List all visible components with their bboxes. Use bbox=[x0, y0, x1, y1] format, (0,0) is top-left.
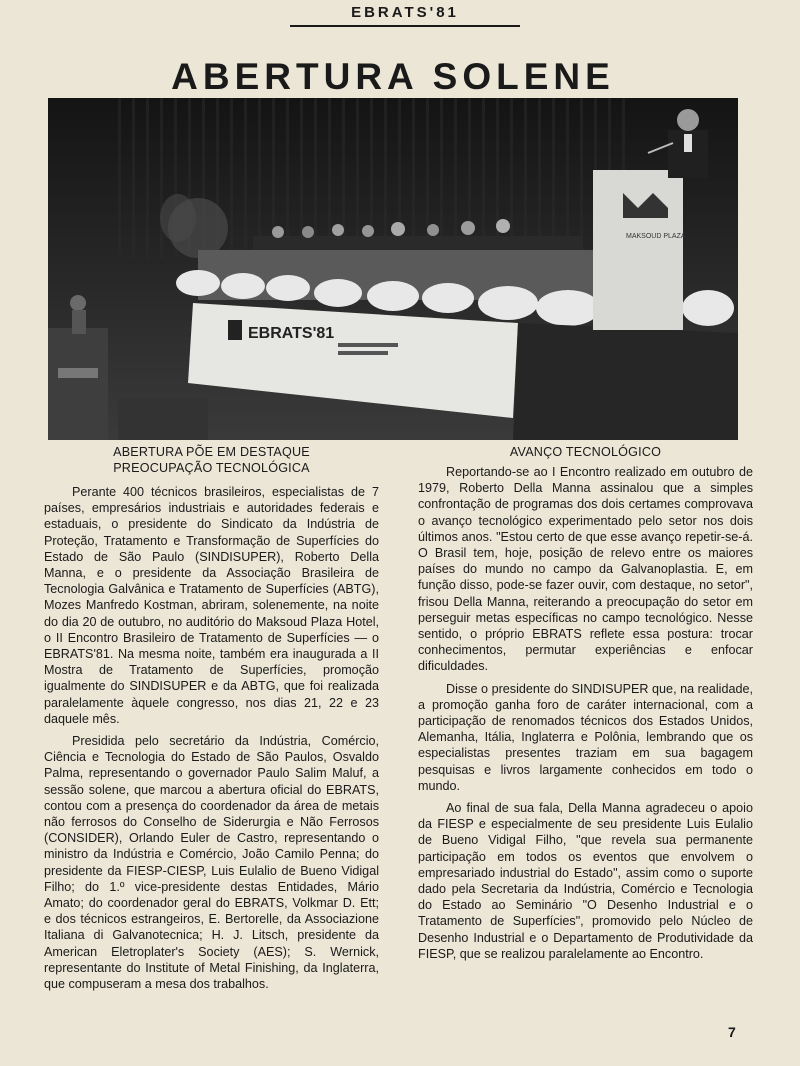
left-heading bbox=[44, 444, 379, 476]
right-column bbox=[418, 444, 753, 968]
event-photo bbox=[48, 98, 738, 440]
podium-text: MAKSOUD PLAZA bbox=[626, 233, 686, 240]
podium bbox=[593, 170, 686, 330]
page-number: 7 bbox=[728, 1024, 736, 1040]
paragraph: Presidida pelo secretário da Indústria, Comércio, Ciência e Tecnologia do Estado de São Paulos, Osvaldo Palma, representando o governador Paulo Salim Maluf, a sessão solene, que marcou a abertura oficial do EBRATS, contou com a presença do coordenador da área de metais não ferrosos do Conselho de Siderurgia e Não Ferrosos (CONSIDER), Orlando Euler de Castro, representando o ministro da Indústria e Comércio, João Camilo Penna; do presidente da FIESP-CIESP, Luis Eulalio de Bueno Vidigal Filho; do 1.º vice-presidente destas Entidades, Mário Amato; do coordenador geral do EBRATS, Volkmar D. Ett; e dos técnicos estrangeiros, E. Bertorelle, da Associazione Italiana di Galvanotecnica; H. J. Litsch, presidente da American Eletroplater's Society (AES); S. Wernick, representante do Institute of Metal Finishing, da Inglaterra, que compuseram a mesa dos trabalhos. bbox=[44, 734, 379, 992]
article-title: ABERTURA SOLENE bbox=[171, 56, 615, 97]
paragraph: Ao final de sua fala, Della Manna agradeceu o apoio da FIESP e especialmente de seu presidente Luis Eulalio de Bueno Vidigal Filho, "que revela sua permanente participação em todos os eventos que envolvem o empresariado industrial do Estado", assim como o suporte dado pela Secretaria da Indústria, Comércio e Tecnologia do Estado ao Seminário "O Desenho Industrial e o Tratamento de Superfícies", promovido pelo Núcleo de Desenho Industrial e o Departamento de Produtividade da FIESP, que se realizou paralelamente ao Encontro. bbox=[418, 801, 753, 961]
paragraph: Reportando-se ao I Encontro realizado em outubro de 1979, Roberto Della Manna assinalou que a simples confrontação de programas dos dois certames comprovava o avanço tecnológico experimentado pelo setor nos dois últimos anos. "Estou certo de que esse avanço repetir-se-á. O Brasil tem, hoje, posição de relevo entre os maiores países do mundo no campo da Galvanoplastia. E, em função disso, pode-se fazer ouvir, com destaque, no setor", frisou Della Manna, reiterando a preocupação do setor em perseguir metas específicas no campo tecnológico. Nesse sentido, o próprio EBRATS reflete essa postura: trocar conhecimentos, permutar experiências e enfocar dificuldades. bbox=[418, 465, 753, 674]
magazine-header: EBRATS'81 bbox=[290, 4, 520, 27]
left-heading-line1: ABERTURA PÕE EM DESTAQUE bbox=[113, 445, 310, 459]
banner-text: EBRATS'81 bbox=[248, 325, 335, 342]
right-heading: AVANÇO TECNOLÓGICO bbox=[509, 445, 662, 459]
left-column bbox=[44, 444, 379, 998]
paragraph: Disse o presidente do SINDISUPER que, na realidade, a promoção ganha foro de caráter internacional, com a participação de renomados técnicos dos Estados Unidos, Alemanha, Itália, Inglaterra e Polônia, lembrando que os especialistas presentes traziam em sua bagagem pesquisas e livros largamente conhecidos em todo o mundo. bbox=[418, 681, 753, 793]
paragraph: Perante 400 técnicos brasileiros, especialistas de 7 países, empresários industriais e autoridades federais e estaduais, o presidente do Sindicato da Indústria de Proteção, Tratamento e Transformação de Superfícies do Estado de São Paulo (SINDISUPER), Roberto Della Manna, e o presidente da Associação Brasileira de Tecnologia Galvânica e Tratamento de Superfícies (ABTG), Mozes Manfredo Kostman, abriram, solenemente, na noite do dia 20 de outubro, no auditório do Maksoud Plaza Hotel, o II Encontro Brasileiro de Tratamento de Superfícies — o EBRATS'81. Na mesma noite, também era inaugurada a II Mostra de Tratamento de Superfícies, promoção igualmente do SINDISUPER e da ABTG, que foi realizada paralelamente àquele congresso, nos dias 21, 22 e 23 daquele mês. bbox=[44, 485, 379, 726]
left-heading-line2: PREOCUPAÇÃO TECNOLÓGICA bbox=[113, 461, 310, 475]
